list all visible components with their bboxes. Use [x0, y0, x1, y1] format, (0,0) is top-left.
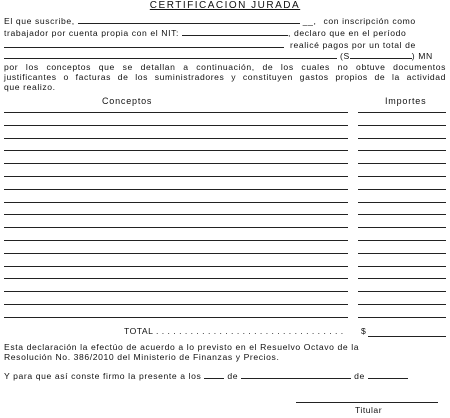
amount-row-line[interactable] [358, 138, 446, 139]
sign-text: de [354, 371, 365, 381]
concept-row-line[interactable] [4, 253, 348, 254]
concept-row-line[interactable] [4, 214, 348, 215]
concept-row-line[interactable] [4, 304, 348, 305]
concept-row-line[interactable] [4, 291, 348, 292]
concept-row-line[interactable] [4, 112, 348, 113]
intro-text: El que suscribe, [4, 16, 75, 26]
concept-row-line[interactable] [4, 189, 348, 190]
intro-line-3 [4, 40, 446, 50]
amount-row-line[interactable] [358, 304, 446, 305]
amount-row-line[interactable] [358, 240, 446, 241]
declaration-line-2: Resolución No. 386/2010 del Ministerio de Finanzas y Precios. [4, 352, 280, 362]
amounts-header: Importes [385, 96, 427, 106]
nit-field[interactable] [182, 28, 288, 36]
intro-text: __, [302, 16, 317, 26]
concept-row-line[interactable] [4, 150, 348, 151]
amount-row-line[interactable] [358, 202, 446, 203]
intro-text: realicé pagos por un total de [290, 40, 416, 50]
amount-row-line[interactable] [358, 266, 446, 267]
intro-line-6: justificantes o facturas de los suministradores y constituyen gastos propios de la actividad [4, 72, 446, 82]
intro-text: trabajador por cuenta propia con el NIT: [4, 28, 179, 38]
amount-row-line[interactable] [358, 176, 446, 177]
intro-text: , declaro que en el período [287, 28, 407, 38]
intro-text: ) MN [411, 51, 433, 61]
concept-row-line[interactable] [4, 240, 348, 241]
month-field[interactable] [241, 371, 351, 379]
total-currency: $ [361, 326, 366, 336]
total-label: TOTAL . . . . . . . . . . . . . . . . . . . . . . . . . . . . . . . . . [124, 326, 344, 336]
amount-row-line[interactable] [358, 278, 446, 279]
name-field[interactable] [78, 16, 300, 24]
amount-row-line[interactable] [358, 291, 446, 292]
amount-row-line[interactable] [358, 227, 446, 228]
total-words-field[interactable] [4, 51, 337, 59]
intro-line-2 [4, 28, 446, 38]
signature-date-line [4, 371, 446, 381]
total-amount-line[interactable] [368, 336, 446, 337]
concept-row-line[interactable] [4, 138, 348, 139]
amount-row-line[interactable] [358, 317, 446, 318]
document-title: CERTIFICACION JURADA [149, 0, 301, 11]
amount-row-line[interactable] [358, 125, 446, 126]
concept-row-line[interactable] [4, 317, 348, 318]
amount-row-line[interactable] [358, 189, 446, 190]
intro-line-4 [4, 51, 446, 61]
period-field[interactable] [4, 40, 284, 48]
concept-row-line[interactable] [4, 176, 348, 177]
intro-line-1 [4, 16, 446, 26]
amount-row-line[interactable] [358, 214, 446, 215]
year-field[interactable] [368, 371, 408, 379]
concept-row-line[interactable] [4, 278, 348, 279]
declaration-line-1: Esta declaración la efectúo de acuerdo a lo previsto en el Resuelvo Octavo de la [4, 342, 360, 352]
concept-row-line[interactable] [4, 163, 348, 164]
intro-line-7: que realizo. [4, 82, 56, 92]
signature-line[interactable] [296, 402, 438, 403]
amount-row-line[interactable] [358, 150, 446, 151]
total-amount-field[interactable] [350, 51, 412, 59]
concepts-header: Conceptos [102, 96, 153, 106]
concept-row-line[interactable] [4, 202, 348, 203]
sign-text: de [227, 371, 239, 381]
signature-label: Titular [355, 405, 383, 415]
concept-row-line[interactable] [4, 227, 348, 228]
intro-line-5: por los conceptos que se detallan a continuación, de los cuales no obtuve documentos [4, 62, 446, 72]
amount-row-line[interactable] [358, 112, 446, 113]
day-field[interactable] [204, 371, 224, 379]
amount-row-line[interactable] [358, 253, 446, 254]
intro-text: con inscripción como [323, 16, 416, 26]
concept-row-line[interactable] [4, 266, 348, 267]
intro-text: (S [340, 51, 350, 61]
amount-row-line[interactable] [358, 163, 446, 164]
concept-row-line[interactable] [4, 125, 348, 126]
sign-text: Y para que así conste firmo la presente a los [4, 371, 202, 381]
